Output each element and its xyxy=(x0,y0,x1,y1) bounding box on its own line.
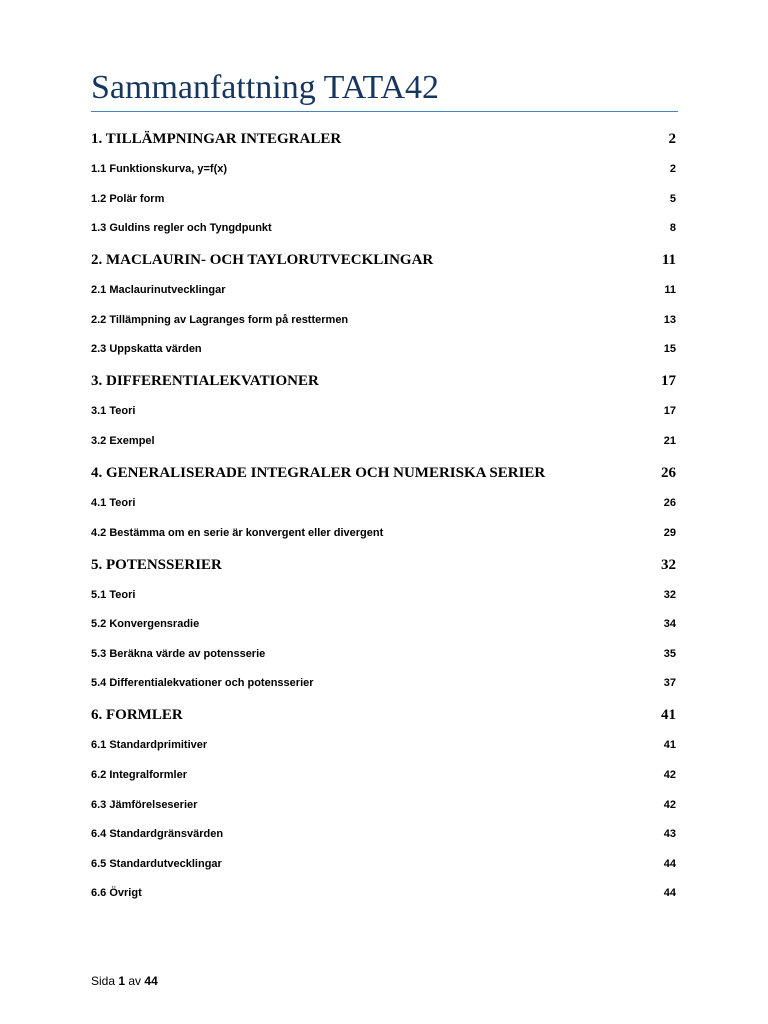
toc-entry-page-number: 29 xyxy=(663,527,676,539)
toc-entry-page-number: 13 xyxy=(663,314,676,326)
toc-entry-page-number: 15 xyxy=(663,343,676,355)
toc-entry-label: 5. POTENSSERIER xyxy=(91,557,222,573)
toc-entry-label: 3.1 Teori xyxy=(91,405,136,417)
toc-entry-page-number: 21 xyxy=(663,435,676,447)
toc-entry-label: 6.1 Standardprimitiver xyxy=(91,739,208,751)
toc-section-entry[interactable] xyxy=(91,587,676,603)
footer-total-pages: 44 xyxy=(144,974,158,988)
toc-section-entry[interactable] xyxy=(91,191,676,207)
toc-section-entry[interactable] xyxy=(91,341,676,357)
toc-chapter-entry[interactable] xyxy=(91,463,676,483)
toc-section-entry[interactable] xyxy=(91,797,676,813)
toc-chapter-entry[interactable] xyxy=(91,705,676,725)
toc-entry-page-number: 44 xyxy=(663,858,676,870)
footer-current-page: 1 xyxy=(118,974,126,988)
footer-prefix: Sida xyxy=(91,974,119,988)
toc-entry-label: 6. FORMLER xyxy=(91,707,183,723)
toc-entry-label: 1.3 Guldins regler och Tyngdpunkt xyxy=(91,222,272,234)
toc-chapter-entry[interactable] xyxy=(91,129,676,149)
toc-entry-page-number: 8 xyxy=(669,222,676,234)
toc-entry-page-number: 44 xyxy=(663,887,676,899)
toc-section-entry[interactable] xyxy=(91,312,676,328)
toc-section-entry[interactable] xyxy=(91,767,676,783)
toc-entry-page-number: 35 xyxy=(663,648,676,660)
page-footer xyxy=(91,973,158,989)
toc-entry-page-number: 37 xyxy=(663,677,676,689)
toc-entry-label: 4. GENERALISERADE INTEGRALER OCH NUMERISKA SERIER xyxy=(91,465,546,481)
toc-entry-label: 2.1 Maclaurinutvecklingar xyxy=(91,284,226,296)
toc-section-entry[interactable] xyxy=(91,856,676,872)
toc-entry-label: 2.3 Uppskatta värden xyxy=(91,343,202,355)
toc-section-entry[interactable] xyxy=(91,616,676,632)
toc-chapter-entry[interactable] xyxy=(91,371,676,391)
toc-entry-label: 5.1 Teori xyxy=(91,589,136,601)
toc-section-entry[interactable] xyxy=(91,433,676,449)
toc-entry-page-number: 42 xyxy=(663,799,676,811)
toc-section-entry[interactable] xyxy=(91,403,676,419)
toc-section-entry[interactable] xyxy=(91,282,676,298)
toc-section-entry[interactable] xyxy=(91,525,676,541)
toc-entry-page-number: 17 xyxy=(663,405,676,417)
toc-entry-label: 1. TILLÄMPNINGAR INTEGRALER xyxy=(91,131,342,147)
toc-entry-label: 6.3 Jämförelseserier xyxy=(91,799,198,811)
toc-entry-page-number: 26 xyxy=(663,497,676,509)
page-title: Sammanfattning TATA42 xyxy=(91,69,440,106)
toc-entry-label: 3.2 Exempel xyxy=(91,435,155,447)
toc-entry-page-number: 5 xyxy=(669,193,676,205)
toc-entry-page-number: 2 xyxy=(669,163,676,175)
toc-entry-page-number: 32 xyxy=(661,557,676,573)
toc-entry-label: 2.2 Tillämpning av Lagranges form på resttermen xyxy=(91,314,349,326)
toc-entry-label: 6.5 Standardutvecklingar xyxy=(91,858,222,870)
toc-section-entry[interactable] xyxy=(91,646,676,662)
toc-section-entry[interactable] xyxy=(91,161,676,177)
toc-entry-page-number: 42 xyxy=(663,769,676,781)
toc-section-entry[interactable] xyxy=(91,675,676,691)
toc-entry-label: 4.2 Bestämma om en serie är konvergent eller divergent xyxy=(91,527,384,539)
toc-entry-page-number: 17 xyxy=(661,373,676,389)
toc-entry-label: 4.1 Teori xyxy=(91,497,136,509)
toc-entry-page-number: 34 xyxy=(663,618,676,630)
toc-chapter-entry[interactable] xyxy=(91,555,676,575)
footer-separator: av xyxy=(125,974,145,988)
title-divider xyxy=(91,111,678,112)
toc-entry-label: 6.4 Standardgränsvärden xyxy=(91,828,224,840)
toc-section-entry[interactable] xyxy=(91,737,676,753)
toc-entry-label: 1.1 Funktionskurva, y=f(x) xyxy=(91,163,228,175)
toc-entry-page-number: 26 xyxy=(661,465,676,481)
toc-entry-page-number: 32 xyxy=(663,589,676,601)
toc-entry-label: 5.4 Differentialekvationer och potensserier xyxy=(91,677,314,689)
toc-entry-label: 2. MACLAURIN- OCH TAYLORUTVECKLINGAR xyxy=(91,252,434,268)
toc-entry-page-number: 11 xyxy=(661,252,676,268)
toc-entry-label: 5.2 Konvergensradie xyxy=(91,618,200,630)
toc-entry-page-number: 41 xyxy=(661,707,676,723)
toc-entry-label: 6.6 Övrigt xyxy=(91,887,142,899)
toc-chapter-entry[interactable] xyxy=(91,250,676,270)
toc-entry-label: 1.2 Polär form xyxy=(91,193,165,205)
toc-entry-label: 3. DIFFERENTIALEKVATIONER xyxy=(91,373,319,389)
toc-section-entry[interactable] xyxy=(91,495,676,511)
toc-section-entry[interactable] xyxy=(91,885,676,901)
toc-entry-page-number: 41 xyxy=(663,739,676,751)
toc-entry-page-number: 43 xyxy=(663,828,676,840)
toc-entry-label: 6.2 Integralformler xyxy=(91,769,187,781)
toc-entry-label: 5.3 Beräkna värde av potensserie xyxy=(91,648,266,660)
toc-section-entry[interactable] xyxy=(91,826,676,842)
toc-section-entry[interactable] xyxy=(91,220,676,236)
toc-entry-page-number: 2 xyxy=(668,131,676,147)
toc-entry-page-number: 11 xyxy=(664,284,676,296)
